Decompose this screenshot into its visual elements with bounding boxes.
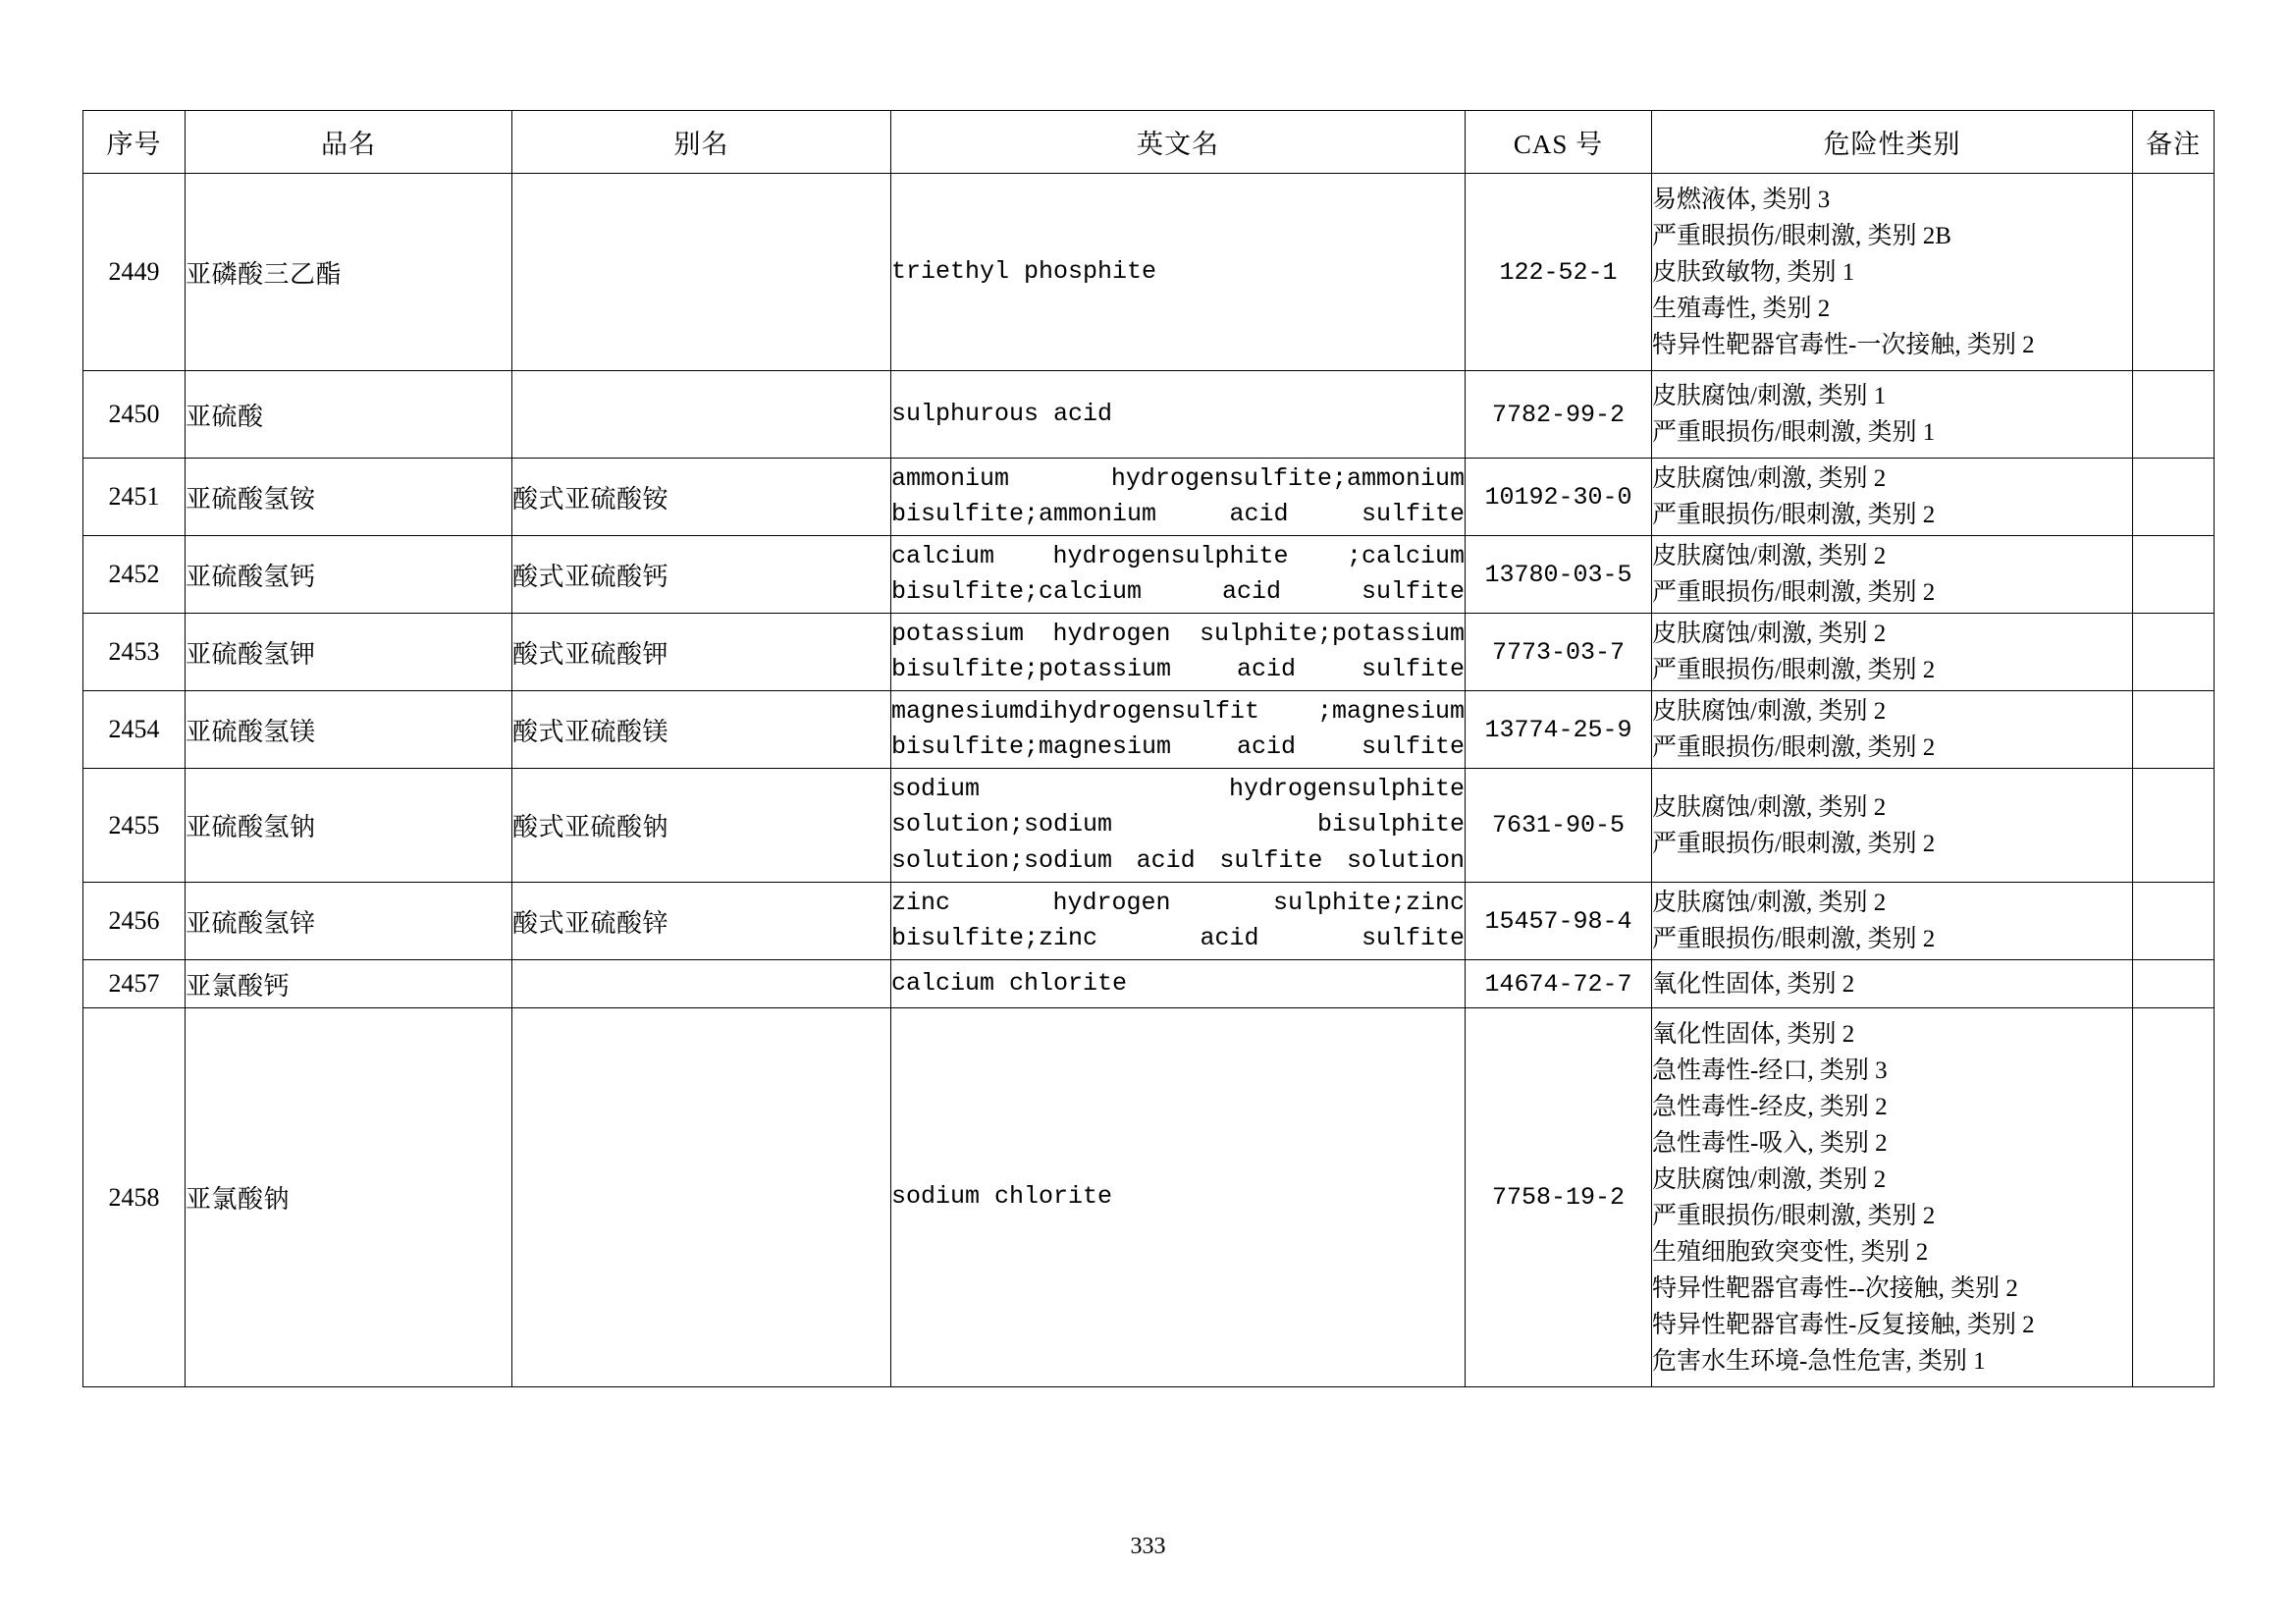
cell-english: sulphurous acid <box>891 371 1466 459</box>
column-header-remark: 备注 <box>2133 111 2215 174</box>
hazard-item: 氧化性固体, 类别 2 <box>1652 1020 1855 1048</box>
column-header-hazard: 危险性类别 <box>1652 111 2133 174</box>
cell-name: 亚氯酸钠 <box>186 1008 512 1387</box>
cell-name: 亚硫酸氢锌 <box>186 883 512 960</box>
column-header-name: 品名 <box>186 111 512 174</box>
cell-remark <box>2133 691 2215 769</box>
cell-name: 亚硫酸氢钠 <box>186 769 512 883</box>
cell-remark <box>2133 174 2215 371</box>
cell-english: sodium chlorite <box>891 1008 1466 1387</box>
cell-cas: 14674-72-7 <box>1466 960 1652 1008</box>
hazard-item: 生殖细胞致突变性, 类别 2 <box>1652 1238 1929 1266</box>
cell-seq: 2449 <box>83 174 186 371</box>
cell-alias: 酸式亚硫酸钙 <box>512 536 891 614</box>
cell-hazard <box>1652 459 2133 536</box>
cell-alias <box>512 960 891 1008</box>
hazard-item: 皮肤腐蚀/刺激, 类别 2 <box>1652 1165 1887 1193</box>
cell-cas: 7782-99-2 <box>1466 371 1652 459</box>
cell-seq: 2458 <box>83 1008 186 1387</box>
cell-remark <box>2133 883 2215 960</box>
cell-alias: 酸式亚硫酸铵 <box>512 459 891 536</box>
hazard-item: 急性毒性-经口, 类别 3 <box>1652 1056 1888 1084</box>
cell-seq: 2452 <box>83 536 186 614</box>
hazard-item: 急性毒性-经皮, 类别 2 <box>1652 1093 1888 1120</box>
column-header-seq: 序号 <box>83 111 186 174</box>
cell-english: zinc hydrogen sulphite;zinc bisulfite;zinc acid sulfite <box>891 883 1466 960</box>
cell-cas: 15457-98-4 <box>1466 883 1652 960</box>
cell-name: 亚硫酸氢钾 <box>186 614 512 691</box>
cell-seq: 2456 <box>83 883 186 960</box>
cell-hazard <box>1652 174 2133 371</box>
cell-hazard <box>1652 536 2133 614</box>
cell-cas: 7773-03-7 <box>1466 614 1652 691</box>
cell-alias: 酸式亚硫酸锌 <box>512 883 891 960</box>
cell-cas: 13774-25-9 <box>1466 691 1652 769</box>
hazard-item: 严重眼损伤/眼刺激, 类别 2 <box>1652 657 1936 683</box>
cell-name: 亚硫酸氢镁 <box>186 691 512 769</box>
table-row <box>83 960 2215 1008</box>
column-header-alias: 别名 <box>512 111 891 174</box>
hazard-item: 严重眼损伤/眼刺激, 类别 2 <box>1652 579 1936 606</box>
cell-alias: 酸式亚硫酸镁 <box>512 691 891 769</box>
table-row <box>83 536 2215 614</box>
table-header-row <box>83 111 2215 174</box>
cell-name: 亚氯酸钙 <box>186 960 512 1008</box>
hazard-item: 严重眼损伤/眼刺激, 类别 1 <box>1652 419 1936 446</box>
hazard-item: 急性毒性-吸入, 类别 2 <box>1652 1129 1888 1157</box>
hazard-item: 皮肤腐蚀/刺激, 类别 2 <box>1652 890 1887 916</box>
table-row <box>83 883 2215 960</box>
cell-name: 亚硫酸氢钙 <box>186 536 512 614</box>
cell-seq: 2454 <box>83 691 186 769</box>
hazard-item: 特异性靶器官毒性--次接触, 类别 2 <box>1652 1274 2018 1302</box>
hazard-item: 严重眼损伤/眼刺激, 类别 2 <box>1652 1202 1936 1229</box>
cell-seq: 2457 <box>83 960 186 1008</box>
cell-seq: 2453 <box>83 614 186 691</box>
cell-cas: 10192-30-0 <box>1466 459 1652 536</box>
cell-remark <box>2133 614 2215 691</box>
hazard-item: 严重眼损伤/眼刺激, 类别 2B <box>1652 222 1951 249</box>
cell-hazard <box>1652 769 2133 883</box>
cell-hazard <box>1652 883 2133 960</box>
cell-english: magnesiumdihydrogensulfit ;magnesium bisulfite;magnesium acid sulfite <box>891 691 1466 769</box>
cell-cas: 7758-19-2 <box>1466 1008 1652 1387</box>
cell-remark <box>2133 371 2215 459</box>
table-row <box>83 1008 2215 1387</box>
cell-english: calcium hydrogensulphite ;calcium bisulfite;calcium acid sulfite <box>891 536 1466 614</box>
table-row <box>83 614 2215 691</box>
cell-seq: 2450 <box>83 371 186 459</box>
hazard-item: 特异性靶器官毒性-反复接触, 类别 2 <box>1652 1311 2035 1338</box>
cell-hazard <box>1652 691 2133 769</box>
cell-remark <box>2133 1008 2215 1387</box>
cell-remark <box>2133 769 2215 883</box>
hazard-item: 皮肤腐蚀/刺激, 类别 2 <box>1652 543 1887 569</box>
hazard-item: 皮肤腐蚀/刺激, 类别 2 <box>1652 621 1887 647</box>
column-header-cas: CAS 号 <box>1466 111 1652 174</box>
cell-alias: 酸式亚硫酸钠 <box>512 769 891 883</box>
cell-hazard <box>1652 960 2133 1008</box>
cell-alias <box>512 371 891 459</box>
hazard-item: 严重眼损伤/眼刺激, 类别 2 <box>1652 830 1936 857</box>
hazard-item: 皮肤致敏物, 类别 1 <box>1652 258 1855 286</box>
table-row <box>83 691 2215 769</box>
table-row <box>83 371 2215 459</box>
table-row <box>83 174 2215 371</box>
cell-english: potassium hydrogen sulphite;potassium bisulfite;potassium acid sulfite <box>891 614 1466 691</box>
hazard-item: 氧化性固体, 类别 2 <box>1652 970 1855 998</box>
hazard-item: 危害水生环境-急性危害, 类别 1 <box>1652 1347 1986 1375</box>
hazard-item: 生殖毒性, 类别 2 <box>1652 295 1831 322</box>
cell-seq: 2455 <box>83 769 186 883</box>
cell-alias <box>512 174 891 371</box>
cell-hazard <box>1652 614 2133 691</box>
hazard-item: 皮肤腐蚀/刺激, 类别 2 <box>1652 793 1887 821</box>
page-number: 333 <box>1130 1534 1166 1559</box>
cell-english: triethyl phosphite <box>891 174 1466 371</box>
hazard-item: 特异性靶器官毒性-一次接触, 类别 2 <box>1652 331 2035 358</box>
cell-alias <box>512 1008 891 1387</box>
cell-english: ammonium hydrogensulfite;ammonium bisulfite;ammonium acid sulfite <box>891 459 1466 536</box>
cell-cas: 7631-90-5 <box>1466 769 1652 883</box>
cell-hazard <box>1652 1008 2133 1387</box>
hazard-item: 皮肤腐蚀/刺激, 类别 2 <box>1652 465 1887 492</box>
hazardous-chemicals-table <box>82 110 2215 1387</box>
hazard-item: 皮肤腐蚀/刺激, 类别 2 <box>1652 698 1887 725</box>
hazard-item: 易燃液体, 类别 3 <box>1652 186 1831 213</box>
table-row <box>83 459 2215 536</box>
table-row <box>83 769 2215 883</box>
cell-remark <box>2133 536 2215 614</box>
hazard-item: 严重眼损伤/眼刺激, 类别 2 <box>1652 734 1936 761</box>
column-header-english: 英文名 <box>891 111 1466 174</box>
cell-remark <box>2133 960 2215 1008</box>
hazard-item: 皮肤腐蚀/刺激, 类别 1 <box>1652 383 1887 409</box>
cell-english: sodium hydrogensulphite solution;sodium bisulphite solution;sodium acid sulfite solution <box>891 769 1466 883</box>
cell-remark <box>2133 459 2215 536</box>
cell-alias: 酸式亚硫酸钾 <box>512 614 891 691</box>
cell-seq: 2451 <box>83 459 186 536</box>
hazard-item: 严重眼损伤/眼刺激, 类别 2 <box>1652 926 1936 952</box>
cell-hazard <box>1652 371 2133 459</box>
cell-name: 亚硫酸 <box>186 371 512 459</box>
cell-name: 亚硫酸氢铵 <box>186 459 512 536</box>
cell-english: calcium chlorite <box>891 960 1466 1008</box>
cell-cas: 122-52-1 <box>1466 174 1652 371</box>
cell-name: 亚磷酸三乙酯 <box>186 174 512 371</box>
cell-cas: 13780-03-5 <box>1466 536 1652 614</box>
hazard-item: 严重眼损伤/眼刺激, 类别 2 <box>1652 502 1936 528</box>
